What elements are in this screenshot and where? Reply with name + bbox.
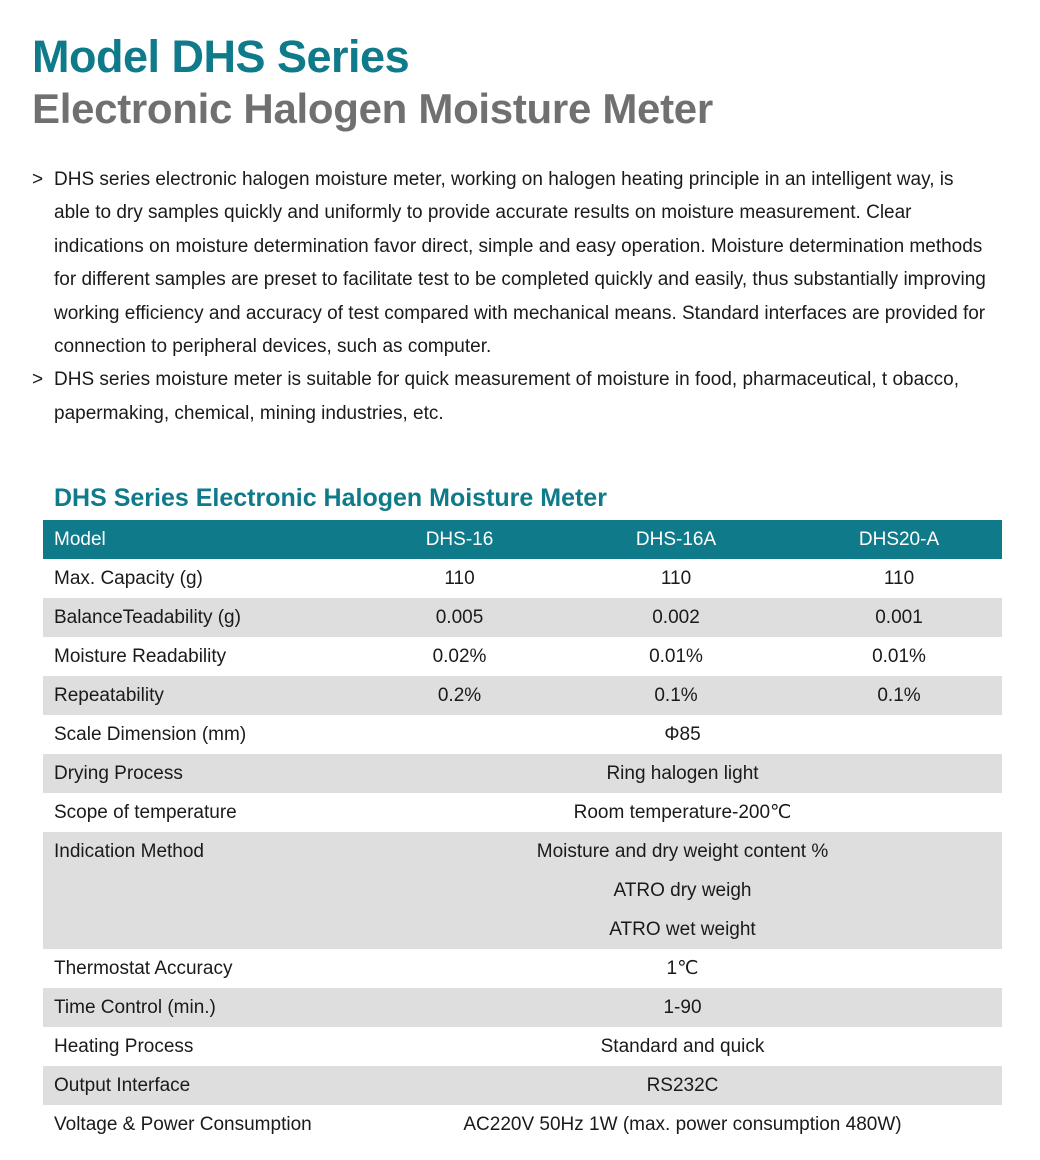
row-label: Thermostat Accuracy — [54, 958, 233, 979]
cell-value-merged: RS232C — [646, 1075, 719, 1096]
cell-value-merged: Φ85 — [664, 724, 701, 745]
page-title: Model DHS Series — [32, 31, 410, 82]
cell-value: 110 — [883, 568, 915, 589]
cell-value: 0.001 — [875, 607, 923, 628]
row-label: Moisture Readability — [54, 646, 227, 667]
column-header-model: Model — [54, 529, 106, 550]
spec-table — [43, 520, 1002, 1144]
row-label: BalanceTeadability (g) — [54, 607, 241, 628]
cell-value: 0.02% — [432, 646, 487, 667]
cell-value-merged: 1-90 — [663, 997, 702, 1018]
cell-value: 0.002 — [652, 607, 700, 628]
table-row — [43, 559, 1002, 598]
intro-paragraph — [32, 363, 992, 430]
table-row — [43, 1027, 1002, 1066]
row-label: Scale Dimension (mm) — [54, 724, 247, 745]
cell-value: 0.2% — [437, 685, 482, 706]
row-label: Max. Capacity (g) — [54, 568, 203, 589]
intro-paragraph-text: DHS series moisture meter is suitable for quick measurement of moisture in food, pharmaceutical, t obacco, papermaking, chemical, mining industries, etc. — [54, 369, 959, 424]
cell-value: 110 — [444, 568, 475, 589]
cell-value: 110 — [660, 568, 692, 589]
cell-value-stacked — [363, 832, 1002, 949]
table-row — [43, 754, 1002, 793]
cell-value: 0.005 — [435, 607, 484, 628]
row-label: Scope of temperature — [54, 802, 237, 823]
row-label: Repeatability — [54, 685, 164, 706]
indication-method-line: ATRO dry weigh — [613, 880, 752, 901]
row-label: Drying Process — [54, 763, 183, 784]
spec-table-title: DHS Series Electronic Halogen Moisture Meter — [54, 484, 607, 512]
cell-value: 0.1% — [654, 685, 698, 706]
cell-value-merged: Ring halogen light — [606, 763, 759, 784]
column-header-dhs-16: DHS-16 — [425, 529, 494, 550]
row-label: Time Control (min.) — [54, 997, 216, 1018]
cell-value-merged: Room temperature-200℃ — [573, 802, 792, 823]
column-header-dhs20-a: DHS20-A — [858, 529, 940, 550]
row-label: Output Interface — [54, 1075, 191, 1096]
cell-value-merged: Standard and quick — [600, 1036, 765, 1057]
cell-value-merged: AC220V 50Hz 1W (max. power consumption 480W) — [463, 1114, 902, 1135]
bullet-arrow-icon: > — [32, 169, 44, 190]
intro-list — [32, 163, 992, 430]
table-row — [43, 598, 1002, 637]
table-row — [43, 793, 1002, 832]
row-label: Indication Method — [54, 841, 204, 862]
row-label: Voltage & Power Consumption — [54, 1114, 312, 1135]
table-row — [43, 715, 1002, 754]
bullet-arrow-icon: > — [32, 369, 44, 391]
spec-table-header-row — [43, 520, 1002, 559]
row-label: Heating Process — [54, 1036, 194, 1057]
page-subtitle: Electronic Halogen Moisture Meter — [32, 85, 713, 132]
table-row — [43, 676, 1002, 715]
table-row — [43, 832, 1002, 949]
cell-value: 0.01% — [872, 646, 926, 667]
cell-value: 0.1% — [877, 685, 921, 706]
table-row — [43, 1105, 1002, 1144]
table-row — [43, 949, 1002, 988]
table-row — [43, 637, 1002, 676]
intro-paragraph-text: DHS series electronic halogen moisture meter, working on halogen heating principle in an intelligent way, is able to dry samples quickly and uniformly to provide accurate results on moisture measurement. Clear indications on moisture determination favor direct, simple and easy operation. Moisture determination methods for different samples are preset to facilitate test to be completed quickly and easily, thus substantially improving working efficiency and accuracy of test compared with mechanical means. Standard interfaces are provided for connection to peripheral devices, such as computer. — [54, 169, 986, 358]
cell-value-merged: 1℃ — [666, 958, 699, 979]
cell-value: 0.01% — [649, 646, 703, 667]
column-header-dhs-16a: DHS-16A — [635, 529, 717, 550]
table-row — [43, 1066, 1002, 1105]
table-row — [43, 988, 1002, 1027]
indication-method-line: Moisture and dry weight content % — [536, 841, 829, 862]
intro-paragraph — [32, 163, 992, 363]
indication-method-line: ATRO wet weight — [609, 919, 756, 940]
